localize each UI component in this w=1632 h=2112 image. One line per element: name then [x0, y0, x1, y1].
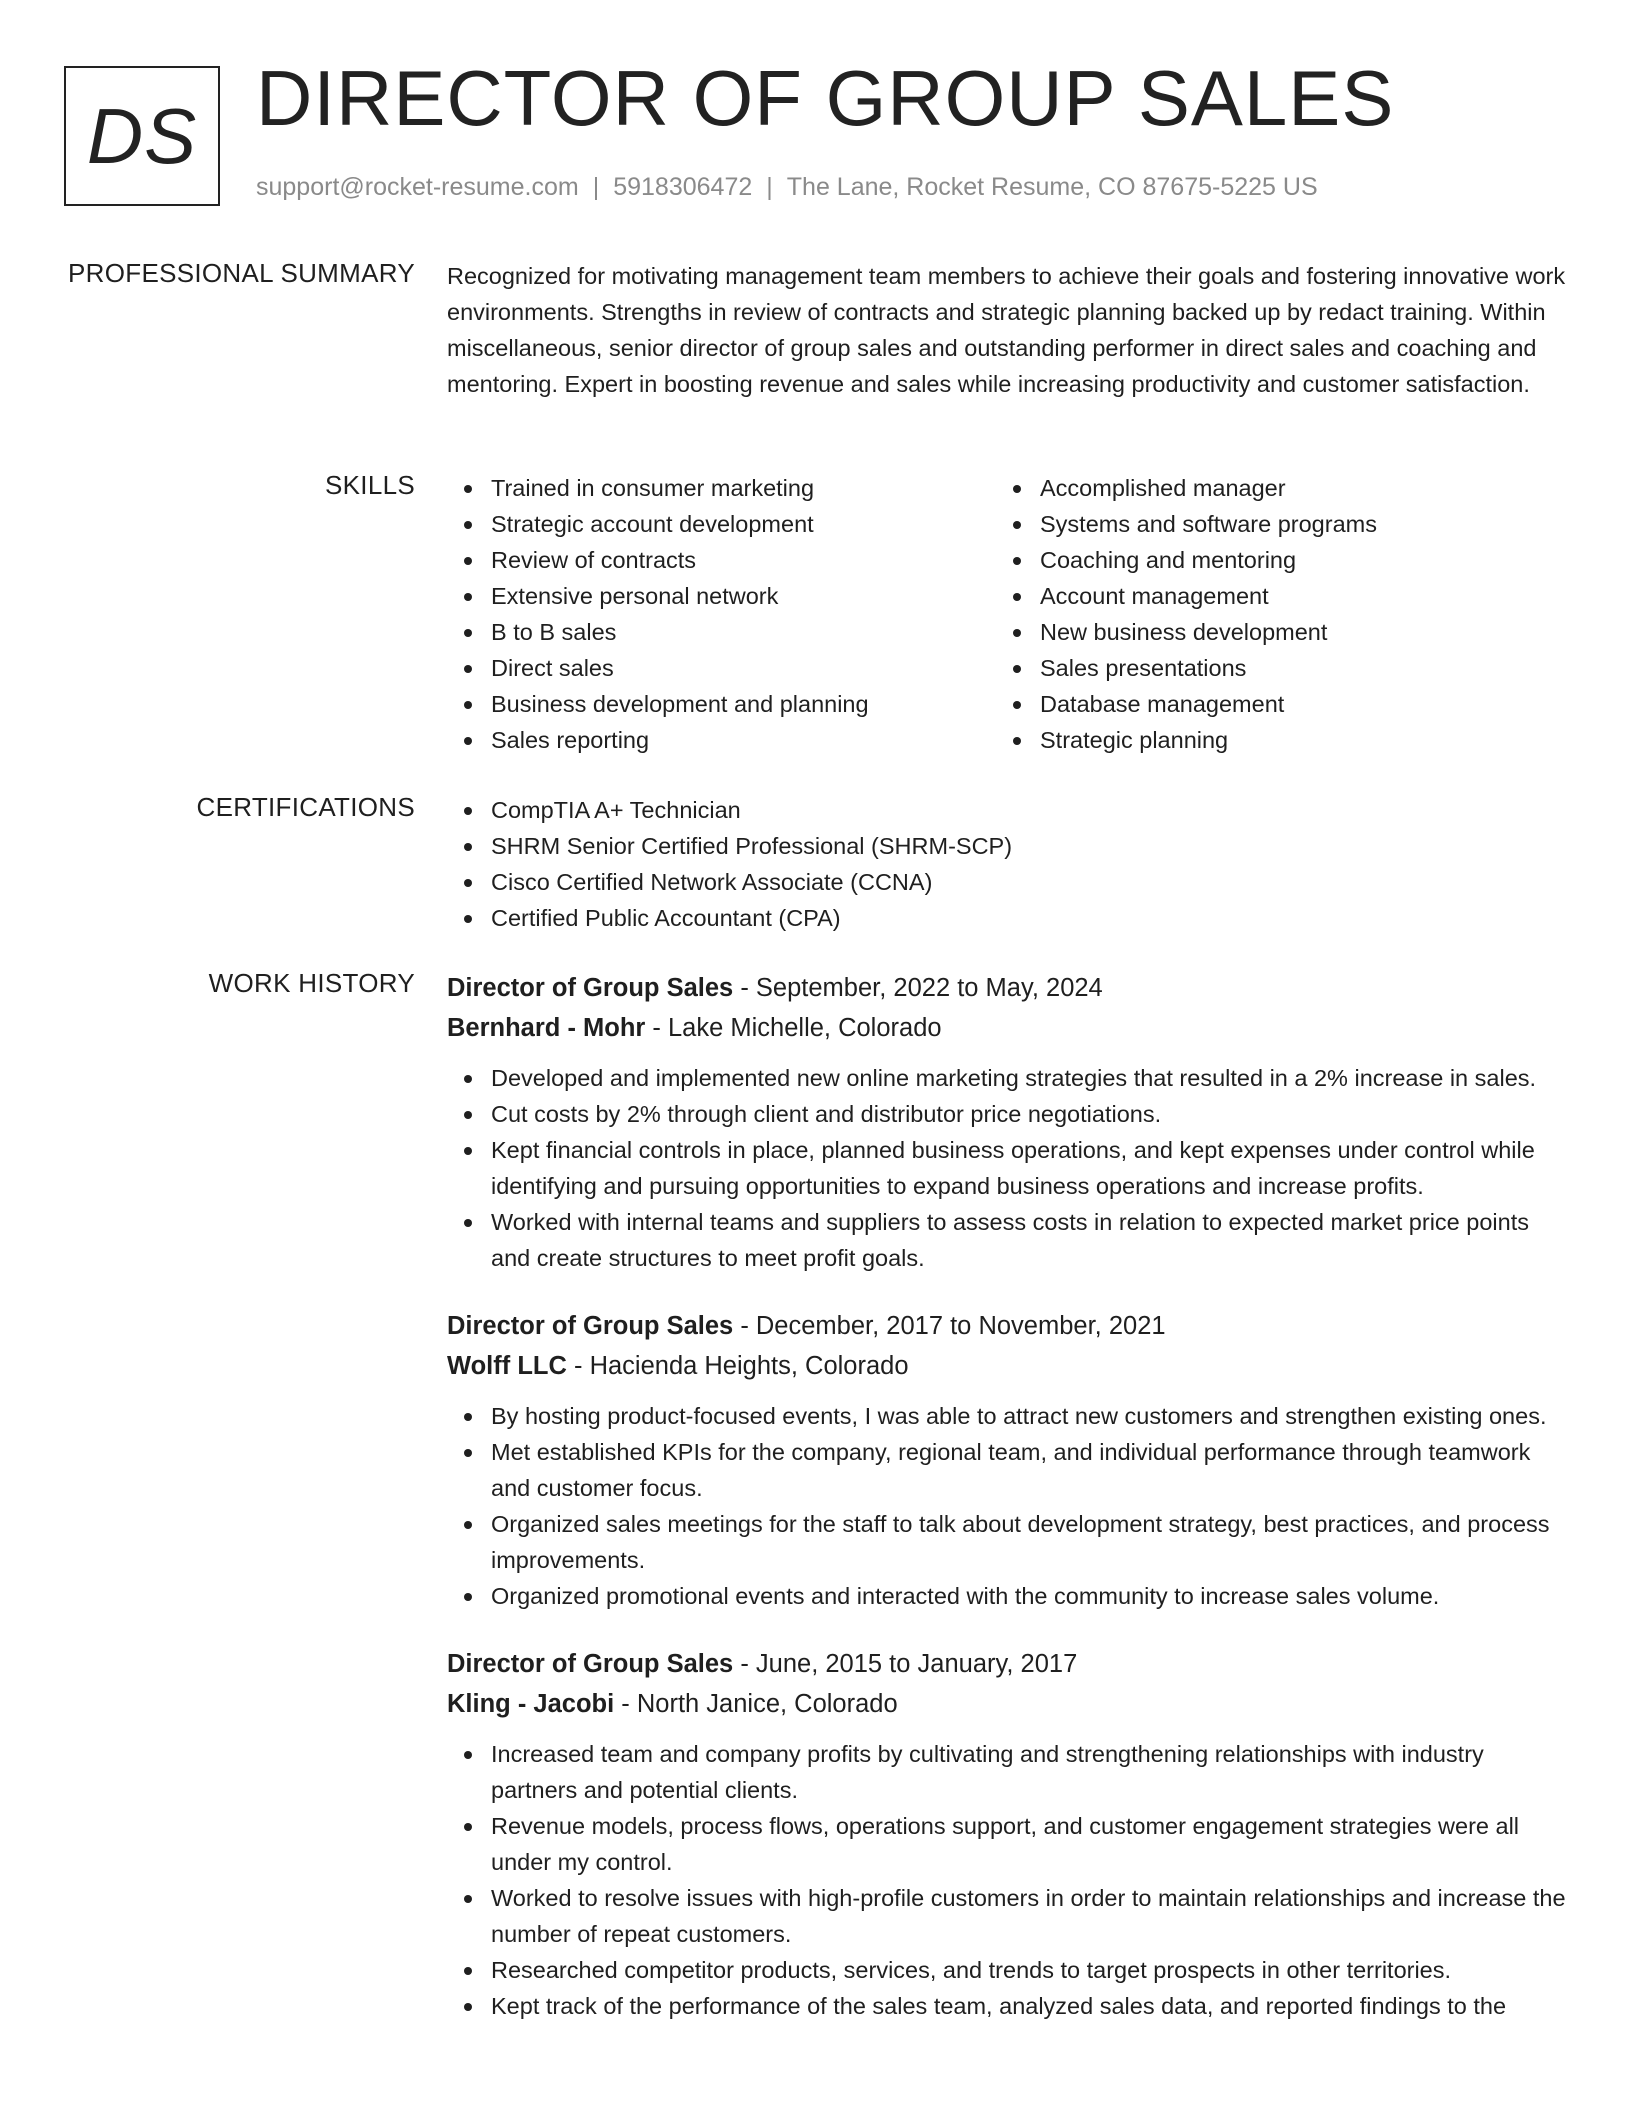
job-dates: - June, 2015 to January, 2017 [733, 1650, 1078, 1678]
skill-item: Account management [996, 578, 1545, 614]
skill-item: Business development and planning [447, 686, 996, 722]
job-title-line [447, 1306, 1567, 1346]
job-bullets [447, 1398, 1567, 1614]
job-company: Wolff LLC [447, 1352, 567, 1380]
job-entry [447, 1644, 1567, 2024]
skill-item: B to B sales [447, 614, 996, 650]
skill-item: Database management [996, 686, 1545, 722]
job-company-line [447, 1008, 1567, 1048]
skill-item: Review of contracts [447, 542, 996, 578]
job-bullet: By hosting product-focused events, I was able to attract new customers and strengthen existing ones. [447, 1398, 1567, 1434]
skill-item: Strategic planning [996, 722, 1545, 758]
job-company: Kling - Jacobi [447, 1690, 615, 1718]
job-location: - Hacienda Heights, Colorado [566, 1352, 909, 1380]
certification-item: SHRM Senior Certified Professional (SHRM-SCP) [447, 828, 1567, 864]
job-dates: - December, 2017 to November, 2021 [733, 1312, 1166, 1340]
skill-item: Strategic account development [447, 506, 996, 542]
job-title: Director of Group Sales [447, 1650, 734, 1678]
job-entry [447, 968, 1567, 1276]
job-company: Bernhard - Mohr [447, 1014, 646, 1042]
job-dates: - September, 2022 to May, 2024 [733, 974, 1103, 1002]
monogram-initials: DS [86, 91, 198, 180]
skill-item: Extensive personal network [447, 578, 996, 614]
certification-item: Cisco Certified Network Associate (CCNA) [447, 864, 1567, 900]
skills-column-left [447, 470, 996, 758]
job-entry [447, 1306, 1567, 1614]
job-bullet: Kept track of the performance of the sales team, analyzed sales data, and reported findings to the [447, 1988, 1567, 2024]
separator: | [766, 173, 773, 201]
job-location: - North Janice, Colorado [614, 1690, 898, 1718]
job-bullets [447, 1736, 1567, 2024]
job-bullet: Organized promotional events and interacted with the community to increase sales volume. [447, 1578, 1567, 1614]
skill-item: New business development [996, 614, 1545, 650]
skill-item: Trained in consumer marketing [447, 470, 996, 506]
skill-item: Sales reporting [447, 722, 996, 758]
job-bullet: Researched competitor products, services, and trends to target prospects in other territories. [447, 1952, 1567, 1988]
contact-address: The Lane, Rocket Resume, CO 87675-5225 US [786, 173, 1318, 201]
skill-item: Accomplished manager [996, 470, 1545, 506]
skill-item: Sales presentations [996, 650, 1545, 686]
contact-phone[interactable]: 5918306472 [613, 173, 753, 201]
job-location: - Lake Michelle, Colorado [645, 1014, 942, 1042]
separator: | [592, 173, 600, 201]
contact-line [256, 173, 1318, 202]
section-label-summary: PROFESSIONAL SUMMARY [68, 258, 415, 288]
resume-title: DIRECTOR OF GROUP SALES [256, 54, 1395, 142]
summary-text: Recognized for motivating management team members to achieve their goals and fostering innovative work environments. Strengths in review of contracts and strategic planning backed up by redact training. Within miscellaneous, senior director of group sales and outstanding performer in direct sales and coaching and mentoring. Expert in boosting revenue and sales while increasing productivity and customer satisfaction. [447, 263, 1566, 397]
job-bullet: Cut costs by 2% through client and distributor price negotiations. [447, 1096, 1567, 1132]
job-title: Director of Group Sales [447, 974, 734, 1002]
job-title-line [447, 1644, 1567, 1684]
job-bullet: Developed and implemented new online marketing strategies that resulted in a 2% increase in sales. [447, 1060, 1567, 1096]
job-bullets [447, 1060, 1567, 1276]
certification-item: CompTIA A+ Technician [447, 792, 1567, 828]
section-label-skills: SKILLS [325, 470, 415, 500]
job-bullet: Kept financial controls in place, planned business operations, and kept expenses under control while identifying and pursuing opportunities to expand business operations and increase profits. [447, 1132, 1567, 1204]
skills-list [447, 470, 1567, 758]
job-bullet: Organized sales meetings for the staff to talk about development strategy, best practices, and process improvements. [447, 1506, 1567, 1578]
job-bullet: Met established KPIs for the company, regional team, and individual performance through teamwork and customer focus. [447, 1434, 1567, 1506]
skill-item: Direct sales [447, 650, 996, 686]
skill-item: Systems and software programs [996, 506, 1545, 542]
job-title: Director of Group Sales [447, 1312, 734, 1340]
job-bullet: Worked to resolve issues with high-profile customers in order to maintain relationships and increase the number of repeat customers. [447, 1880, 1567, 1952]
work-history-list [447, 968, 1567, 2054]
certifications-list [447, 792, 1567, 936]
job-company-line [447, 1684, 1567, 1724]
section-label-work-history: WORK HISTORY [208, 968, 415, 998]
contact-email[interactable]: support@rocket-resume.com [256, 173, 579, 201]
certification-item: Certified Public Accountant (CPA) [447, 900, 1567, 936]
job-company-line [447, 1346, 1567, 1386]
job-bullet: Worked with internal teams and suppliers to assess costs in relation to expected market price points and create structures to meet profit goals. [447, 1204, 1567, 1276]
job-title-line [447, 968, 1567, 1008]
job-bullet: Revenue models, process flows, operations support, and customer engagement strategies were all under my control. [447, 1808, 1567, 1880]
job-bullet: Increased team and company profits by cultivating and strengthening relationships with industry partners and potential clients. [447, 1736, 1567, 1808]
skills-column-right [996, 470, 1545, 758]
skill-item: Coaching and mentoring [996, 542, 1545, 578]
section-label-certifications: CERTIFICATIONS [196, 792, 415, 822]
monogram-badge [64, 66, 220, 206]
